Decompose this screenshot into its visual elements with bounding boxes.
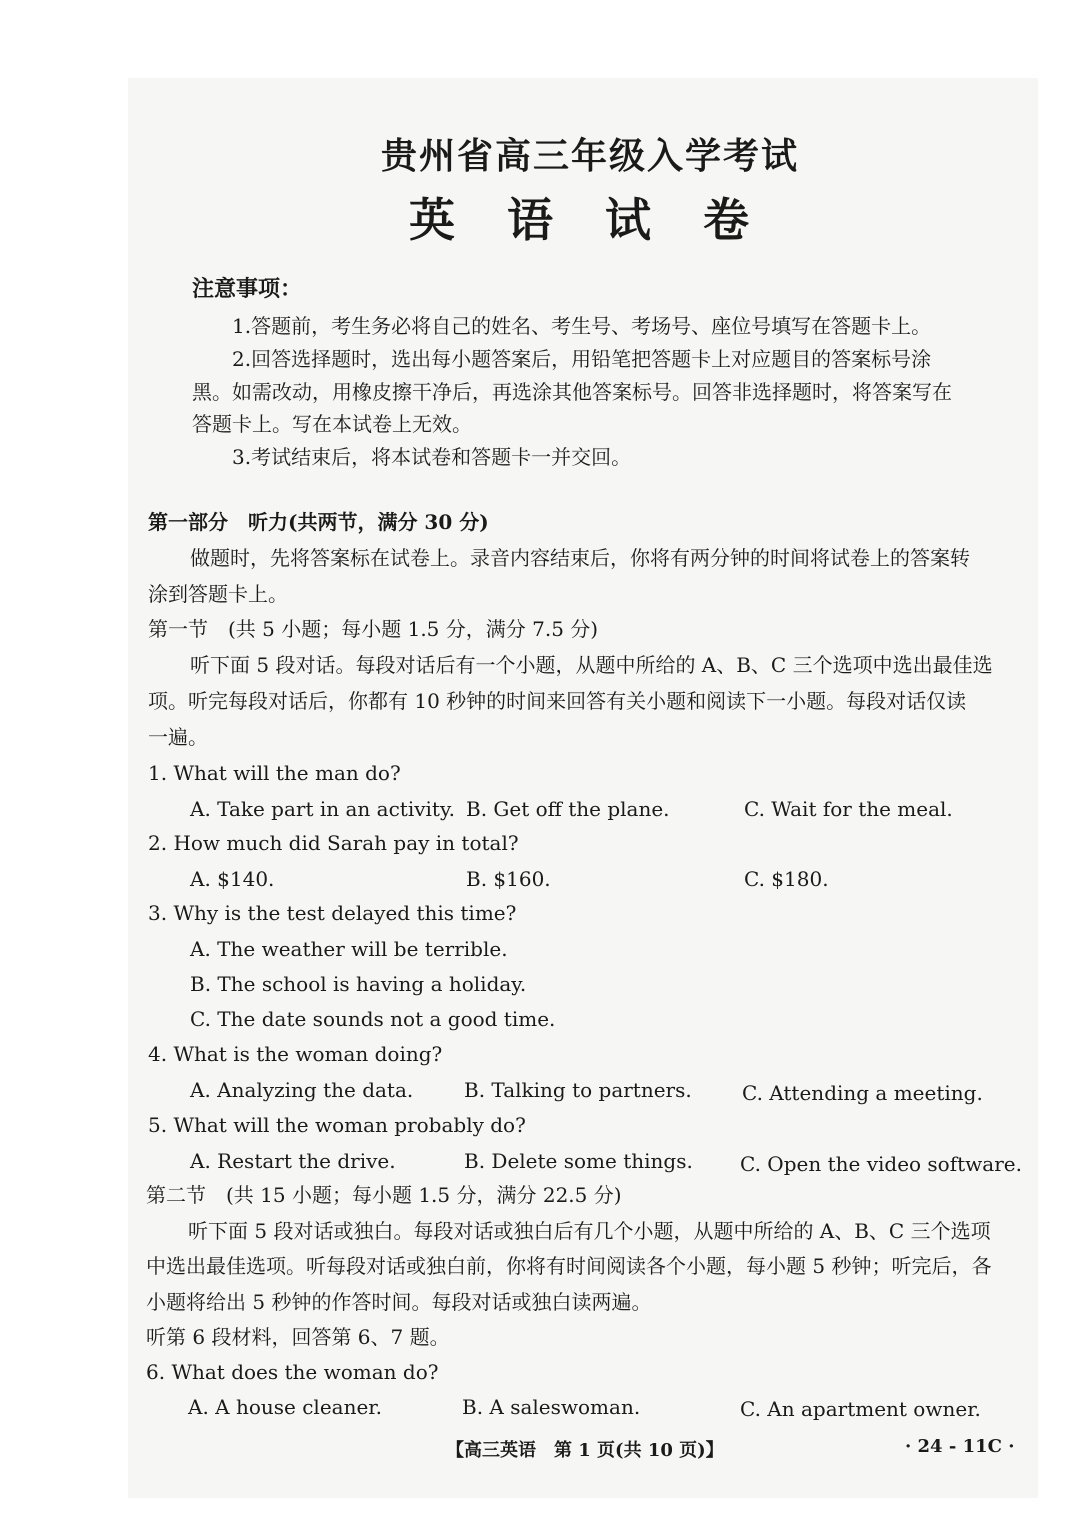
option-c: C. Open the video software. [740,1152,1022,1176]
option-c: C. Wait for the meal. [744,797,953,821]
section2-intro: 小题将给出 5 秒钟的作答时间。每段对话或独白读两遍。 [146,1290,652,1314]
question-stem: 4. What is the woman doing? [148,1042,443,1066]
notice-line: 1.答题前，考生务必将自己的姓名、考生号、考场号、座位号填写在答题卡上。 [232,314,932,338]
section2-heading: 第二节 (共 15 小题；每小题 1.5 分，满分 22.5 分) [146,1183,622,1207]
option-b: B. The school is having a holiday. [190,972,527,996]
option-b: B. A saleswoman. [462,1395,641,1419]
section1-intro: 一遍。 [148,725,208,749]
notice-line: 3.考试结束后，将本试卷和答题卡一并交回。 [232,445,632,469]
section1-intro: 听下面 5 段对话。每段对话后有一个小题，从题中所给的 A、B、C 三个选项中选出最佳选 [190,653,993,677]
material-instruction: 听第 6 段材料，回答第 6、7 题。 [146,1325,450,1349]
option-a: A. The weather will be terrible. [190,937,508,961]
notice-line: 2.回答选择题时，选出每小题答案后，用铅笔把答题卡上对应题目的答案标号涂 [232,347,932,371]
exam-subtitle: 英 语 试 卷 [408,193,768,247]
notice-heading: 注意事项： [192,276,303,302]
option-c: C. Attending a meeting. [742,1081,983,1105]
question-stem: 1. What will the man do? [148,761,401,785]
question-stem: 6. What does the woman do? [146,1360,439,1384]
part1-heading: 第一部分 听力(共两节，满分 30 分) [148,510,489,534]
option-c: C. $180. [744,867,829,891]
notice-line: 黑。如需改动，用橡皮擦干净后，再选涂其他答案标号。回答非选择题时，将答案写在 [192,380,952,404]
option-c: C. An apartment owner. [740,1397,981,1421]
part1-intro: 涂到答题卡上。 [148,582,288,606]
option-a: A. Analyzing the data. [190,1078,414,1102]
page-footer: 【高三英语 第 1 页(共 10 页)】 [446,1440,724,1461]
question-stem: 3. Why is the test delayed this time? [148,901,517,925]
option-c: C. The date sounds not a good time. [190,1007,556,1031]
exam-title: 贵州省高三年级入学考试 [380,135,799,177]
option-b: B. Talking to partners. [464,1078,692,1102]
option-a: A. $140. [190,867,275,891]
page-code: · 24 - 11C · [905,1436,1015,1457]
option-a: A. Restart the drive. [190,1149,396,1173]
section2-intro: 中选出最佳选项。听每段对话或独白前，你将有时间阅读各个小题，每小题 5 秒钟；听完后，各 [146,1254,992,1278]
part1-intro: 做题时，先将答案标在试卷上。录音内容结束后，你将有两分钟的时间将试卷上的答案转 [190,546,970,570]
option-b: B. Delete some things. [464,1149,693,1173]
section1-intro: 项。听完每段对话后，你都有 10 秒钟的时间来回答有关小题和阅读下一小题。每段对话仅读 [148,689,967,713]
option-b: B. $160. [466,867,551,891]
section2-intro: 听下面 5 段对话或独白。每段对话或独白后有几个小题，从题中所给的 A、B、C 三个选项 [188,1219,991,1243]
section1-heading: 第一节 (共 5 小题；每小题 1.5 分，满分 7.5 分) [148,617,599,641]
notice-line: 答题卡上。写在本试卷上无效。 [192,412,472,436]
option-a: A. Take part in an activity. [190,797,455,821]
option-a: A. A house cleaner. [188,1395,383,1419]
question-stem: 2. How much did Sarah pay in total? [148,831,519,855]
option-b: B. Get off the plane. [466,797,670,821]
question-stem: 5. What will the woman probably do? [148,1113,526,1137]
